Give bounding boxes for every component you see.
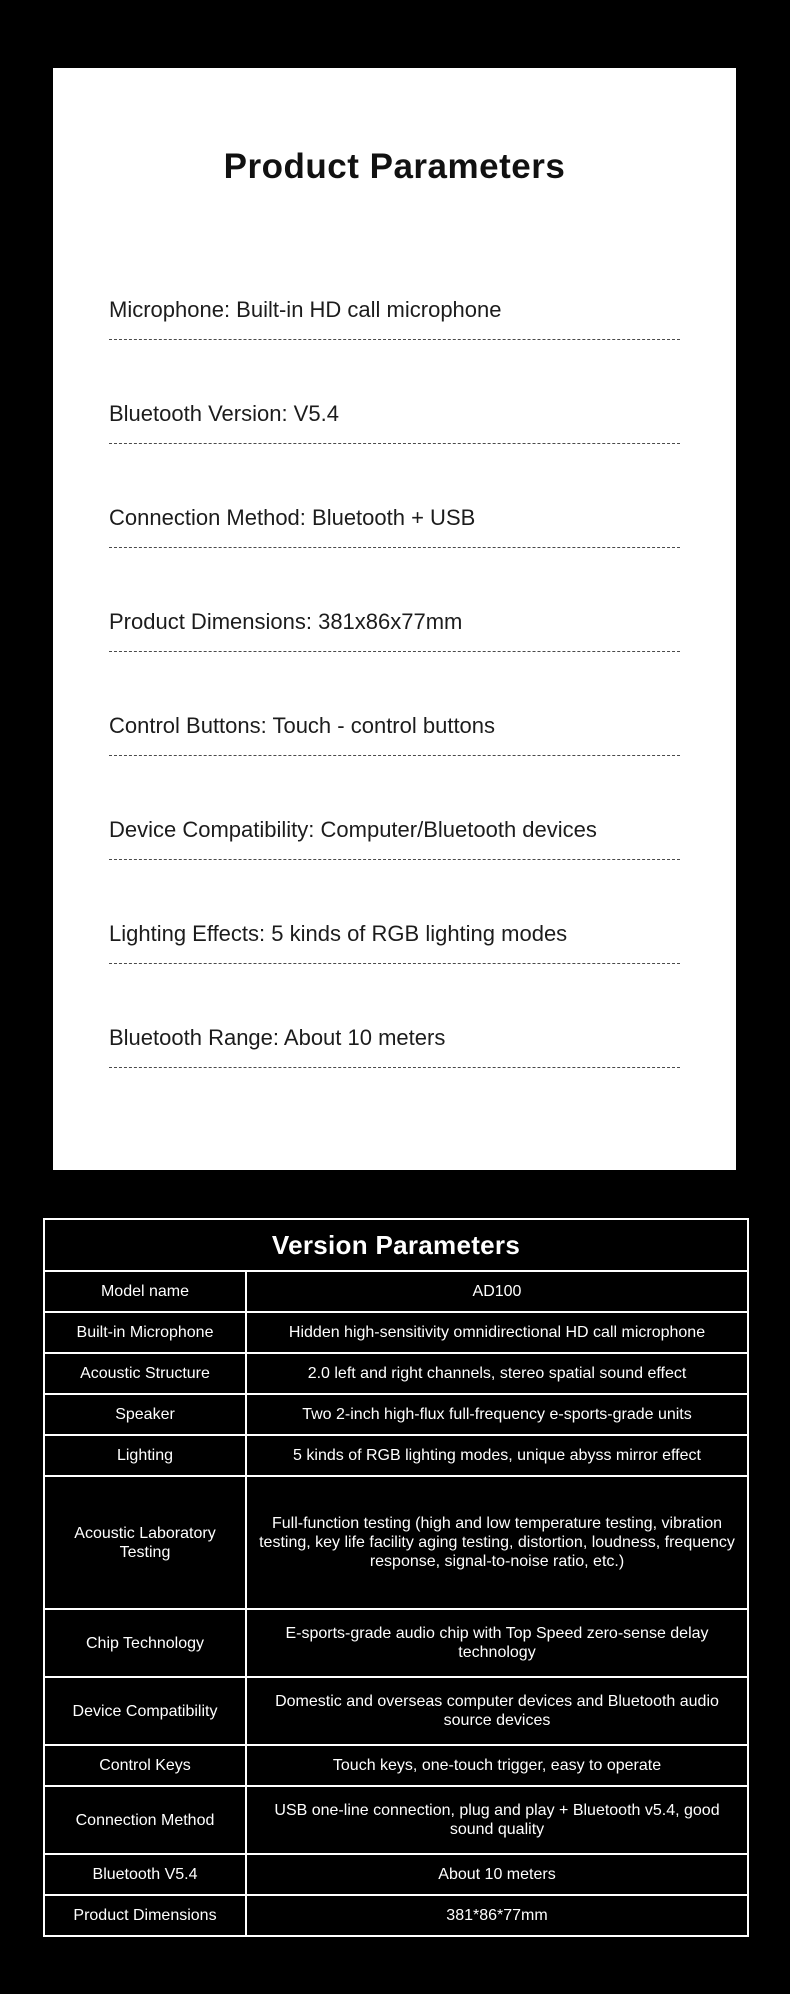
parameter-item: Device Compatibility: Computer/Bluetooth devices xyxy=(109,816,680,860)
table-row xyxy=(44,1786,748,1854)
table-row xyxy=(44,1895,748,1936)
table-row xyxy=(44,1854,748,1895)
spec-label-cell: Connection Method xyxy=(44,1786,246,1854)
spec-label-cell: Acoustic Laboratory Testing xyxy=(44,1476,246,1609)
spec-value-cell: About 10 meters xyxy=(246,1854,748,1895)
product-parameters-list xyxy=(53,296,736,1068)
spec-label-cell: Speaker xyxy=(44,1394,246,1435)
table-row xyxy=(44,1271,748,1312)
parameter-item: Microphone: Built-in HD call microphone xyxy=(109,296,680,340)
table-row xyxy=(44,1394,748,1435)
parameter-item: Connection Method: Bluetooth + USB xyxy=(109,504,680,548)
parameter-item: Lighting Effects: 5 kinds of RGB lighting modes xyxy=(109,920,680,964)
spec-label-cell: Bluetooth V5.4 xyxy=(44,1854,246,1895)
spec-label-cell: Lighting xyxy=(44,1435,246,1476)
spec-label-cell: Chip Technology xyxy=(44,1609,246,1677)
spec-value-cell: Two 2-inch high-flux full-frequency e-sports-grade units xyxy=(246,1394,748,1435)
spec-value-cell: AD100 xyxy=(246,1271,748,1312)
spec-value-cell: 2.0 left and right channels, stereo spatial sound effect xyxy=(246,1353,748,1394)
table-row xyxy=(44,1609,748,1677)
spec-value-cell: Touch keys, one-touch trigger, easy to operate xyxy=(246,1745,748,1786)
spec-value-cell: Hidden high-sensitivity omnidirectional HD call microphone xyxy=(246,1312,748,1353)
version-parameters-table xyxy=(43,1218,749,1937)
spec-value-cell: Full-function testing (high and low temperature testing, vibration testing, key life facility aging testing, distortion, loudness, frequency response, signal-to-noise ratio, etc.) xyxy=(246,1476,748,1609)
table-row xyxy=(44,1745,748,1786)
table-row xyxy=(44,1677,748,1745)
spec-label-cell: Control Keys xyxy=(44,1745,246,1786)
spec-value-cell: 5 kinds of RGB lighting modes, unique abyss mirror effect xyxy=(246,1435,748,1476)
table-row xyxy=(44,1476,748,1609)
table-row xyxy=(44,1312,748,1353)
table-row xyxy=(44,1353,748,1394)
spec-label-cell: Model name xyxy=(44,1271,246,1312)
parameter-item: Bluetooth Version: V5.4 xyxy=(109,400,680,444)
spec-label-cell: Device Compatibility xyxy=(44,1677,246,1745)
spec-label-cell: Built-in Microphone xyxy=(44,1312,246,1353)
parameter-item: Control Buttons: Touch - control buttons xyxy=(109,712,680,756)
table-row xyxy=(44,1435,748,1476)
parameter-item: Bluetooth Range: About 10 meters xyxy=(109,1024,680,1068)
parameter-item: Product Dimensions: 381x86x77mm xyxy=(109,608,680,652)
table-header-row xyxy=(44,1219,748,1271)
spec-value-cell: USB one-line connection, plug and play + Bluetooth v5.4, good sound quality xyxy=(246,1786,748,1854)
spec-value-cell: Domestic and overseas computer devices and Bluetooth audio source devices xyxy=(246,1677,748,1745)
spec-value-cell: E-sports-grade audio chip with Top Speed zero-sense delay technology xyxy=(246,1609,748,1677)
spec-label-cell: Product Dimensions xyxy=(44,1895,246,1936)
product-parameters-title: Product Parameters xyxy=(223,147,566,186)
product-parameters-card xyxy=(53,68,736,1170)
spec-value-cell: 381*86*77mm xyxy=(246,1895,748,1936)
version-parameters-title: Version Parameters xyxy=(44,1219,748,1271)
table-body xyxy=(44,1271,748,1936)
spec-label-cell: Acoustic Structure xyxy=(44,1353,246,1394)
